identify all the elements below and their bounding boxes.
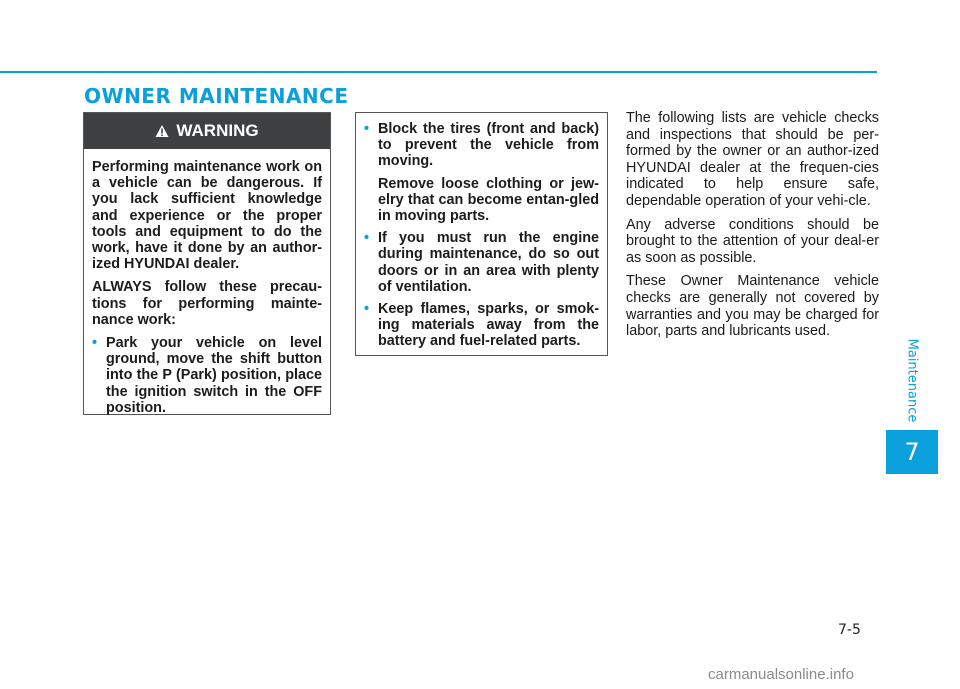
warning-triangle-icon [155,124,169,138]
body-paragraph-3: These Owner Maintenance vehicle checks are generally not covered by warranties and you may be charged for labor, parts and lubricants used. [626,273,879,340]
body-text [626,110,879,347]
warning-continued-box [355,112,608,356]
warning-header [84,113,330,149]
warning-body [84,149,330,416]
bullet-dot-icon: • [92,335,98,352]
box2-bullet-2 [364,230,599,295]
warning-continued-body [356,113,607,350]
bullet-dot-icon: • [364,230,370,247]
body-paragraph-2: Any adverse conditions should be brought to the attention of your deal-er as soon as possible. [626,216,879,266]
warning-follow: ALWAYS follow these precau-tions for performing mainte-nance work: [92,279,322,328]
warning-bullet-1 [92,335,322,416]
page-number: 7-5 [838,622,861,638]
watermark: carmanualsonline.info [708,666,854,683]
top-rule [0,71,877,73]
box2-bullet-2-text: If you must run the engine during maintenance, do so out doors or in an area with plenty of ventilation. [378,230,599,295]
box2-bullet-3-text: Keep flames, sparks, or smok-ing materials away from the battery and fuel-related parts. [378,301,599,350]
warning-box [83,112,331,415]
box2-bullet-3 [364,301,599,350]
box2-bullet-1 [364,121,599,224]
warning-header-label: WARNING [176,121,259,140]
bullet-dot-icon: • [364,301,370,318]
body-paragraph-1: The following lists are vehicle checks and inspections that should be per-formed by the owner or an author-ized HYUNDAI dealer at the frequen-cies indicated to help ensure safe, dependable operation of your vehi-cle. [626,110,879,209]
section-title: OWNER MAINTENANCE [84,84,349,108]
chapter-side-label-text: Maintenance [904,338,920,422]
warning-bullet-1-text: Park your vehicle on level ground, move the shift button into the P (Park) position, place the ignition switch in the OFF position. [106,335,322,416]
warning-intro: Performing maintenance work on a vehicle can be dangerous. If you lack sufficient knowledge and experience or the proper tools and equipment to do the work, have it done by an author-ized HYUNDAI dealer. [92,159,322,273]
chapter-side-label [886,330,938,430]
box2-bullet-1-sub: Remove loose clothing or jew-elry that can become entan-gled in moving parts. [378,175,599,225]
chapter-tab: 7 [886,430,938,474]
box2-bullet-1-text: Block the tires (front and back) to prevent the vehicle from moving. [378,121,599,170]
bullet-dot-icon: • [364,121,370,137]
